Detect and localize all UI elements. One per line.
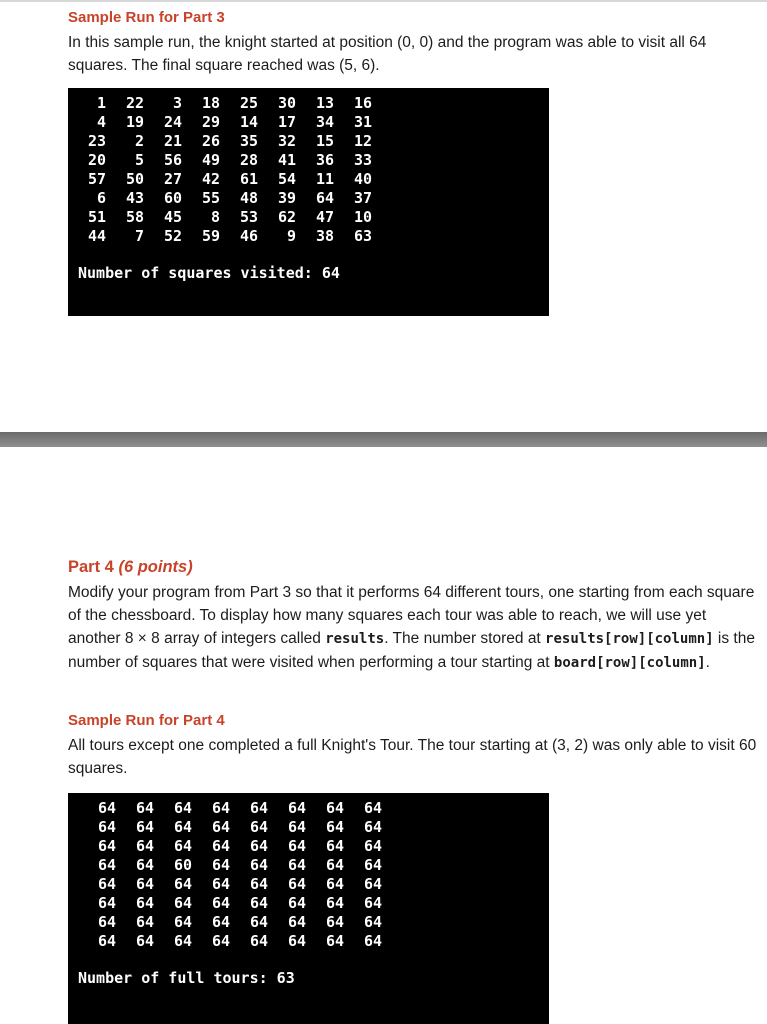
results-cell: 64 [97,799,116,817]
board-cell: 25 [239,94,258,112]
part4-description [68,581,758,675]
results-cell: 64 [249,856,268,874]
results-cell: 64 [325,856,344,874]
results-cell: 64 [287,913,306,931]
board-cell: 1 [96,94,106,112]
board-cell: 22 [125,94,144,112]
board-cell: 5 [134,151,144,169]
board-cell: 42 [201,170,220,188]
part4-sample-description: All tours except one completed a full Knight's Tour. The tour starting at (3, 2) was only able to visit 60 squares. [68,737,757,777]
board-cell: 32 [277,132,296,150]
results-cell: 64 [135,875,154,893]
board-cell: 46 [239,227,258,245]
board-cell: 30 [277,94,296,112]
results-cell: 64 [363,894,382,912]
grid-row [78,856,382,875]
results-cell: 64 [173,913,192,931]
part4-desc-text-4: . [705,654,710,671]
results-cell: 64 [173,818,192,836]
board-cell: 47 [315,208,334,226]
board-cell: 41 [277,151,296,169]
part4-desc-text-3: is the number of squares that were visited when performing a tour starting at [68,630,755,671]
results-cell: 64 [363,837,382,855]
results-cell: 64 [97,856,116,874]
results-cell: 64 [97,875,116,893]
results-cell: 64 [363,913,382,931]
results-cell: 64 [211,799,230,817]
board-cell: 28 [239,151,258,169]
board-cell: 50 [125,170,144,188]
results-cell: 64 [135,932,154,950]
board-cell: 44 [87,227,106,245]
board-cell: 15 [315,132,334,150]
results-cell: 64 [249,799,268,817]
results-cell: 64 [325,818,344,836]
board-cell: 37 [353,189,372,207]
board-cell: 18 [201,94,220,112]
board-cell: 6 [96,189,106,207]
results-cell: 64 [325,932,344,950]
board-grid [68,94,372,246]
part4-terminal [68,793,549,1024]
board-cell: 54 [277,170,296,188]
results-cell: 64 [211,913,230,931]
board-cell: 13 [315,94,334,112]
board-cell: 7 [134,227,144,245]
results-cell: 64 [97,894,116,912]
results-cell: 64 [325,894,344,912]
board-cell: 36 [315,151,334,169]
page-break-divider [0,432,767,447]
board-cell: 3 [172,94,182,112]
board-cell: 38 [315,227,334,245]
board-cell: 55 [201,189,220,207]
results-cell: 64 [173,875,192,893]
results-cell: 64 [287,932,306,950]
results-cell: 64 [135,818,154,836]
board-cell: 56 [163,151,182,169]
board-cell: 49 [201,151,220,169]
results-cell: 64 [249,913,268,931]
results-cell: 64 [135,894,154,912]
board-cell: 26 [201,132,220,150]
board-cell: 9 [286,227,296,245]
board-cell: 11 [315,170,334,188]
grid-row [78,837,382,856]
results-cell: 64 [249,894,268,912]
board-cell: 62 [277,208,296,226]
board-cell: 14 [239,113,258,131]
board-cell: 63 [353,227,372,245]
results-cell: 64 [97,932,116,950]
results-cell: 64 [249,932,268,950]
results-cell: 64 [173,837,192,855]
grid-row [78,818,382,837]
board-cell: 20 [87,151,106,169]
results-cell: 64 [363,818,382,836]
board-cell: 21 [163,132,182,150]
results-cell: 64 [211,894,230,912]
top-divider [0,0,767,2]
board-cell: 12 [353,132,372,150]
grid-row [68,94,372,113]
board-cell: 45 [163,208,182,226]
board-cell: 10 [353,208,372,226]
results-cell: 64 [97,818,116,836]
code-results: results [325,631,385,647]
grid-row [78,894,382,913]
grid-row [68,170,372,189]
results-cell: 64 [135,856,154,874]
board-cell: 58 [125,208,144,226]
board-cell: 19 [125,113,144,131]
board-cell: 40 [353,170,372,188]
results-grid [78,799,382,951]
results-cell: 64 [249,818,268,836]
grid-row [78,913,382,932]
results-cell: 64 [211,932,230,950]
part3-description: In this sample run, the knight started at position (0, 0) and the program was able to visit all 64 squares. The final square reached was (5, 6). [68,34,707,74]
board-cell: 52 [163,227,182,245]
board-cell: 31 [353,113,372,131]
board-cell: 43 [125,189,144,207]
results-cell: 64 [173,799,192,817]
results-cell: 64 [211,818,230,836]
board-cell: 60 [163,189,182,207]
board-cell: 51 [87,208,106,226]
results-cell: 64 [363,799,382,817]
part4-desc-text-2: . The number stored at [384,630,546,647]
code-results-row-column: results[row][column] [545,631,714,647]
board-cell: 48 [239,189,258,207]
results-cell: 64 [211,837,230,855]
results-cell: 64 [363,932,382,950]
grid-row [78,799,382,818]
results-cell: 64 [325,837,344,855]
board-cell: 64 [315,189,334,207]
results-cell: 64 [249,875,268,893]
grid-row [68,227,372,246]
grid-row [68,132,372,151]
results-cell: 64 [287,894,306,912]
part4-sample-heading: Sample Run for Part 4 [68,712,225,729]
results-cell: 64 [287,818,306,836]
results-cell: 64 [173,932,192,950]
results-cell: 64 [97,913,116,931]
part4-desc-text-1: Modify your program from Part 3 so that it performs 64 different tours, one starting from each square of the chessboard. To display how many squares each tour was able to reach, we will use yet another 8 × 8 array of integers called [68,584,755,647]
results-cell: 64 [287,856,306,874]
results-cell: 64 [97,837,116,855]
results-cell: 64 [325,799,344,817]
results-cell: 64 [211,875,230,893]
results-cell: 60 [173,856,192,874]
part3-sample-heading: Sample Run for Part 3 [68,9,225,26]
board-cell: 57 [87,170,106,188]
code-board-row-column: board[row][column] [553,655,706,671]
grid-row [78,932,382,951]
board-cell: 2 [134,132,144,150]
board-cell: 4 [96,113,106,131]
board-cell: 8 [210,208,220,226]
board-cell: 53 [239,208,258,226]
part4-heading [68,558,193,577]
grid-row [78,875,382,894]
results-cell: 64 [287,875,306,893]
results-cell: 64 [325,875,344,893]
part4-heading-title: Part 4 [68,558,119,576]
results-cell: 64 [135,913,154,931]
grid-row [68,113,372,132]
board-cell: 33 [353,151,372,169]
results-cell: 64 [325,913,344,931]
board-cell: 35 [239,132,258,150]
results-cell: 64 [135,799,154,817]
results-cell: 64 [287,837,306,855]
board-cell: 59 [201,227,220,245]
board-cell: 61 [239,170,258,188]
board-cell: 27 [163,170,182,188]
results-cell: 64 [211,856,230,874]
board-cell: 23 [87,132,106,150]
results-cell: 64 [287,799,306,817]
board-cell: 17 [277,113,296,131]
board-cell: 34 [315,113,334,131]
part3-terminal [68,88,549,316]
squares-visited-summary: Number of squares visited: 64 [78,264,340,282]
part4-heading-points: (6 points) [118,558,193,576]
grid-row [68,151,372,170]
full-tours-summary: Number of full tours: 63 [78,969,295,987]
results-cell: 64 [363,856,382,874]
board-cell: 39 [277,189,296,207]
results-cell: 64 [363,875,382,893]
grid-row [68,189,372,208]
results-cell: 64 [249,837,268,855]
board-cell: 29 [201,113,220,131]
results-cell: 64 [135,837,154,855]
results-cell: 64 [173,894,192,912]
board-cell: 16 [353,94,372,112]
board-cell: 24 [163,113,182,131]
grid-row [68,208,372,227]
